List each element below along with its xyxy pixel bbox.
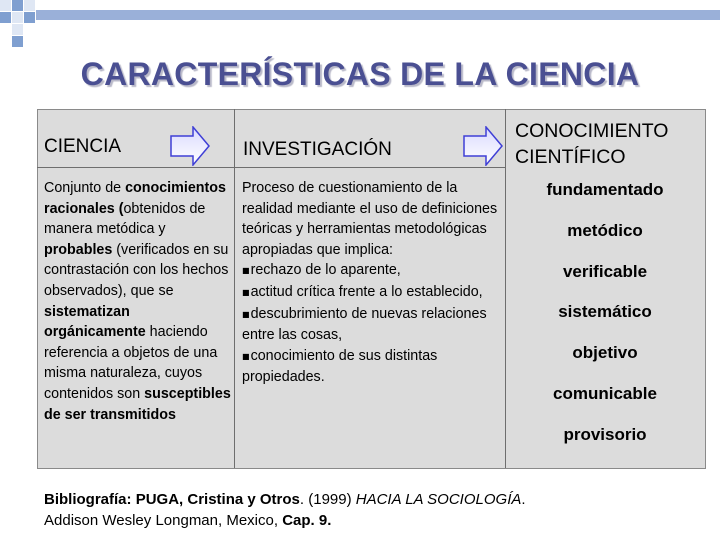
header-separator-1 <box>37 167 234 168</box>
slide-title: CARACTERÍSTICAS DE LA CIENCIA <box>80 56 640 92</box>
bibliography-year: . (1999) <box>299 491 356 508</box>
trait-item: objetivo <box>572 343 638 363</box>
ciencia-text-segment: Conjunto de <box>44 180 126 196</box>
ciencia-text-segment: probables <box>44 241 113 258</box>
trait-item: comunicable <box>553 384 657 403</box>
heading-conocimiento-line1: CONOCIMIENTO <box>515 120 669 142</box>
investigacion-definition <box>242 178 504 388</box>
bibliography-author: PUGA, Cristina y Otros <box>135 491 300 508</box>
top-decoration-line <box>36 10 720 20</box>
bibliography-chapter: Cap. 9. <box>282 512 332 529</box>
investigacion-bullet-text: conocimiento de sus distintas propiedades. <box>242 347 438 386</box>
bullet-square-icon: ■ <box>242 309 250 319</box>
bibliography-period: . <box>521 491 526 508</box>
right-arrow-icon <box>463 126 503 166</box>
investigacion-bullet-item <box>242 346 504 388</box>
investigacion-bullet-item <box>242 304 504 346</box>
heading-ciencia: CIENCIA <box>44 136 122 157</box>
investigacion-bullet-item <box>242 260 504 282</box>
investigacion-bullet-text: descubrimiento de nuevas relaciones entre las cosas, <box>242 305 487 344</box>
trait-item: sistemático <box>558 302 652 322</box>
bibliography <box>44 489 526 531</box>
trait-item: provisorio <box>563 424 647 444</box>
heading-conocimiento-line2: CIENTÍFICO <box>515 146 626 168</box>
ciencia-definition <box>44 178 232 425</box>
bullet-square-icon: ■ <box>242 266 250 276</box>
ciencia-text-segment: conocimientos racionales ( <box>44 180 226 217</box>
bibliography-book-title: HACIA LA SOCIOLOGÍA <box>355 491 522 508</box>
trait-item: fundamentado <box>546 180 664 199</box>
heading-investigacion: INVESTIGACIÓN <box>243 139 392 160</box>
trait-item: metódico <box>567 220 643 240</box>
ciencia-text-segment: sistematizan orgánicamente <box>44 303 146 341</box>
trait-item: verificable <box>562 261 648 281</box>
ciencia-text-segment: susceptibles de ser transmitidos <box>44 385 231 423</box>
bullet-square-icon: ■ <box>242 287 250 297</box>
column-divider-2 <box>505 109 506 468</box>
investigacion-intro: Proceso de cuestionamiento de la realidad mediante el uso de definiciones teóricas y herramientas metodológicas apropiadas que implica: <box>242 180 498 258</box>
bibliography-label: Bibliografía: <box>44 491 132 508</box>
investigacion-bullet-item <box>242 282 504 304</box>
right-arrow-icon <box>170 126 210 166</box>
column-divider-1 <box>234 109 235 468</box>
investigacion-bullet-text: rechazo de lo aparente, <box>250 262 401 279</box>
heading-conocimiento-cientifico <box>515 118 668 170</box>
investigacion-bullet-text: actitud crítica frente a lo establecido, <box>250 283 483 300</box>
investigacion-bullet-list <box>242 260 504 388</box>
header-separator-2 <box>235 167 505 168</box>
ciencia-text-segment: haciendo referencia a objetos de una misma naturaleza, cuyos contenidos son <box>44 324 218 402</box>
ciencia-text-segment: obtenidos de manera metódica y <box>44 200 206 238</box>
bibliography-publisher: Addison Wesley Longman, Mexico, <box>44 512 283 529</box>
bullet-square-icon: ■ <box>242 351 250 361</box>
ciencia-text-segment: (verificados en su contrastación con los hechos observados), que se <box>44 241 229 299</box>
